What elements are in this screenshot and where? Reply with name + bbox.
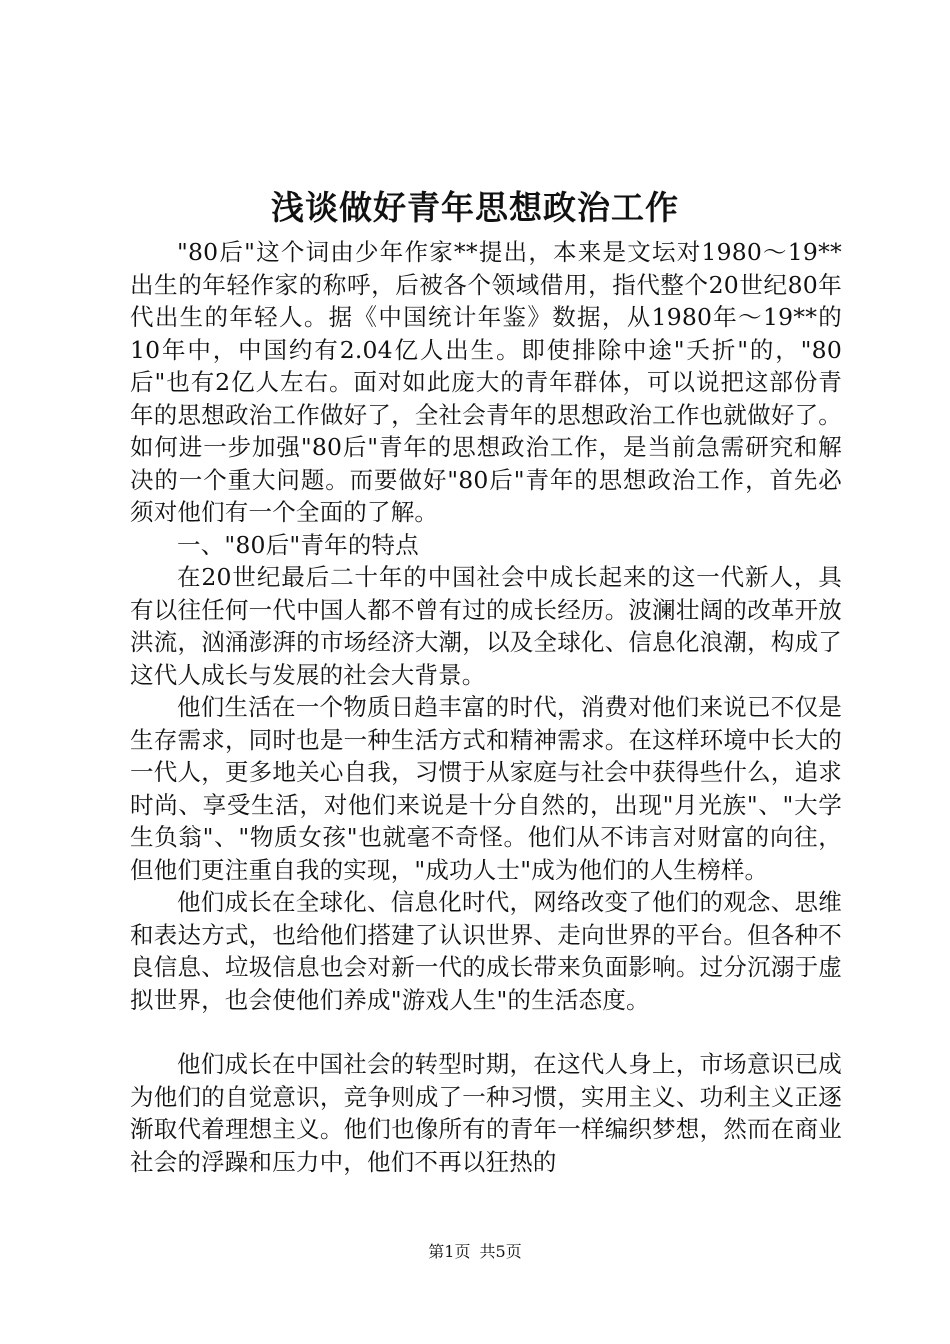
- paragraph-internet: 他们成长在全球化、信息化时代，网络改变了他们的观念、思维和表达方式，也给他们搭建了认识世界、走向世界的平台。但各种不良信息、垃圾信息也会对新一代的成长带来负面影响。过分沉溺于虚拟世界，也会使他们养成"游戏人生"的生活态度。: [130, 888, 842, 1014]
- paragraph-consumption: 他们生活在一个物质日趋丰富的时代，消费对他们来说已不仅是生存需求，同时也是一种生活方式和精神需求。在这样环境中长大的一代人，更多地关心自我，习惯于从家庭与社会中获得些什么，追求时尚、享受生活，对他们来说是十分自然的，出现"月光族"、"大学生负翁"、"物质女孩"也就毫不奇怪。他们从不讳言对财富的向往，但他们更注重自我的实现，"成功人士"成为他们的人生榜样。: [130, 693, 842, 884]
- document-title: 浅谈做好青年思想政治工作: [271, 188, 679, 227]
- page-footer: [0, 1240, 950, 1264]
- document-body: [130, 236, 842, 1178]
- section-heading: 一、"80后"青年的特点: [177, 530, 419, 559]
- paragraph-background: 在20世纪最后二十年的中国社会中成长起来的这一代新人，具有以往任何一代中国人都不曾有过的成长经历。波澜壮阔的改革开放洪流，汹涌澎湃的市场经济大潮，以及全球化、信息化浪潮，构成了这代人成长与发展的社会大背景。: [130, 563, 842, 689]
- page-total: 共5页: [479, 1242, 522, 1261]
- paragraph-intro: "80后"这个词由少年作家**提出，本来是文坛对1980～19**出生的年轻作家的称呼，后被各个领域借用，指代整个20世纪80年代出生的年轻人。据《中国统计年鉴》数据，从1980年～19**的10年中，中国约有2.04亿人出生。即使排除中途"夭折"的，"80后"也有2亿人左右。面对如此庞大的青年群体，可以说把这部份青年的思想政治工作做好了，全社会青年的思想政治工作也就做好了。如何进一步加强"80后"青年的思想政治工作，是当前急需研究和解决的一个重大问题。而要做好"80后"青年的思想政治工作，首先必须对他们有一个全面的了解。: [130, 238, 842, 526]
- page-number: 第1页: [428, 1242, 471, 1261]
- paragraph-transition: 他们成长在中国社会的转型时期，在这代人身上，市场意识已成为他们的自觉意识，竞争则成了一种习惯，实用主义、功利主义正逐渐取代着理想主义。他们也像所有的青年一样编织梦想，然而在商业社会的浮躁和压力中，他们不再以狂热的: [130, 1050, 842, 1176]
